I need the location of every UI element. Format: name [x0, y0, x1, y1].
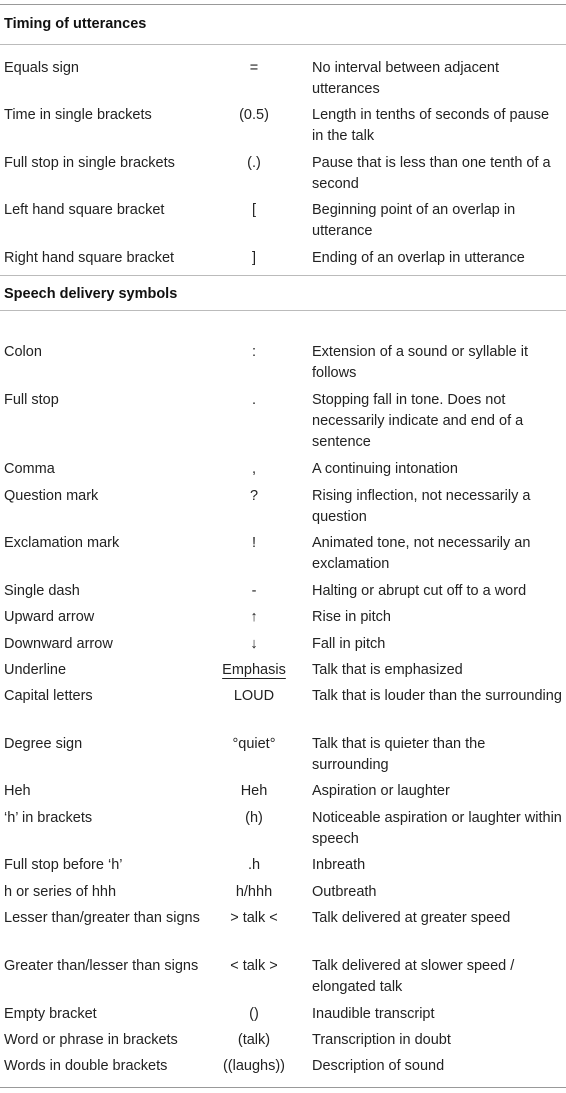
symbol-glyph: > talk <	[230, 910, 278, 926]
symbol-name: h or series of hhh	[4, 884, 117, 900]
symbol-description: Animated tone, not necessarily an exclamation	[312, 535, 531, 572]
symbol-name: Colon	[4, 344, 42, 360]
symbol-description: Pause that is less than one tenth of a second	[312, 155, 551, 192]
symbol-description: Aspiration or laughter	[312, 783, 450, 799]
symbol-description: Noticeable aspiration or laughter within speech	[312, 810, 562, 847]
symbol-glyph: (h)	[245, 810, 263, 826]
symbol-description: Inaudible transcript	[312, 1006, 435, 1022]
symbol-glyph: Emphasis	[222, 662, 286, 678]
symbol-description: Talk delivered at greater speed	[312, 910, 511, 926]
symbol-glyph: .h	[247, 857, 261, 873]
symbol-description: Beginning point of an overlap in utterance	[312, 202, 516, 239]
symbol-description: Transcription in doubt	[312, 1032, 451, 1048]
symbol-glyph: ()	[249, 1006, 259, 1022]
symbol-glyph: ↓	[250, 636, 258, 652]
symbol-description: Talk that is quieter than the surrounding	[312, 736, 486, 773]
symbol-description: Stopping fall in tone. Does not necessarily indicate and end of a sentence	[312, 392, 524, 450]
symbol-description: Description of sound	[312, 1058, 445, 1074]
symbol-glyph: -	[251, 583, 257, 599]
section-rule-speech-top	[0, 275, 566, 276]
symbol-name: Heh	[4, 783, 31, 799]
symbol-description: No interval between adjacent utterances	[312, 60, 500, 97]
symbol-glyph: (talk)	[237, 1032, 271, 1048]
symbol-name: Right hand square bracket	[4, 250, 175, 266]
symbol-description: Rising inflection, not necessarily a question	[312, 488, 531, 525]
symbol-description: Fall in pitch	[312, 636, 386, 652]
symbol-description: Rise in pitch	[312, 609, 391, 625]
symbol-glyph: .	[251, 392, 257, 408]
symbol-name: Full stop before ‘h’	[4, 857, 123, 873]
symbol-description: Outbreath	[312, 884, 377, 900]
section-rule-speech	[0, 310, 566, 311]
symbol-description: Talk delivered at slower speed / elongated talk	[312, 958, 515, 995]
symbol-name: Downward arrow	[4, 636, 113, 652]
symbol-glyph: =	[249, 60, 259, 76]
symbol-glyph: h/hhh	[235, 884, 273, 900]
symbol-description: A continuing intonation	[312, 461, 458, 477]
symbol-description: Inbreath	[312, 857, 366, 873]
symbol-glyph: Heh	[240, 783, 268, 799]
symbol-glyph: ((laughs))	[222, 1058, 286, 1074]
symbol-name: Equals sign	[4, 60, 79, 76]
symbol-name: Words in double brackets	[4, 1058, 168, 1074]
section-title-speech: Speech delivery symbols	[4, 286, 178, 302]
symbol-glyph: °quiet°	[232, 736, 276, 752]
symbol-name: ‘h’ in brackets	[4, 810, 93, 826]
section-title-timing: Timing of utterances	[4, 16, 147, 32]
symbol-name: Left hand square bracket	[4, 202, 165, 218]
bottom-rule	[0, 1087, 566, 1088]
symbol-glyph: < talk >	[230, 958, 278, 974]
symbol-name: Empty bracket	[4, 1006, 97, 1022]
symbol-glyph: ↑	[250, 609, 258, 625]
symbol-description: Ending of an overlap in utterance	[312, 250, 525, 266]
symbol-description: Halting or abrupt cut off to a word	[312, 583, 527, 599]
symbol-glyph: LOUD	[233, 688, 275, 704]
symbol-name: Exclamation mark	[4, 535, 120, 551]
symbol-glyph: [	[251, 202, 257, 218]
symbol-description: Length in tenths of seconds of pause in the talk	[312, 107, 550, 144]
symbol-glyph: :	[251, 344, 257, 360]
symbol-name: Word or phrase in brackets	[4, 1032, 178, 1048]
symbol-name: Single dash	[4, 583, 80, 599]
top-rule	[0, 4, 566, 5]
symbol-name: Comma	[4, 461, 55, 477]
symbol-name: Time in single brackets	[4, 107, 152, 123]
symbol-glyph: (0.5)	[239, 107, 269, 123]
symbol-name: Lesser than/greater than signs	[4, 910, 200, 926]
symbol-name: Underline	[4, 662, 67, 678]
symbol-name: Full stop in single brackets	[4, 155, 175, 171]
symbol-name: Degree sign	[4, 736, 83, 752]
symbol-glyph: ,	[251, 461, 257, 477]
symbol-description: Extension of a sound or syllable it follows	[312, 344, 529, 381]
symbol-name: Full stop	[4, 392, 59, 408]
symbol-description: Talk that is louder than the surrounding	[312, 688, 562, 704]
symbol-name: Question mark	[4, 488, 99, 504]
symbol-name: Upward arrow	[4, 609, 95, 625]
symbol-glyph: ]	[251, 250, 257, 266]
symbol-description: Talk that is emphasized	[312, 662, 463, 678]
symbol-glyph: !	[251, 535, 257, 551]
symbol-glyph: (.)	[247, 155, 261, 171]
symbol-name: Capital letters	[4, 688, 93, 704]
section-rule-timing	[0, 44, 566, 45]
symbol-glyph: ?	[249, 488, 259, 504]
symbol-name: Greater than/lesser than signs	[4, 958, 199, 974]
